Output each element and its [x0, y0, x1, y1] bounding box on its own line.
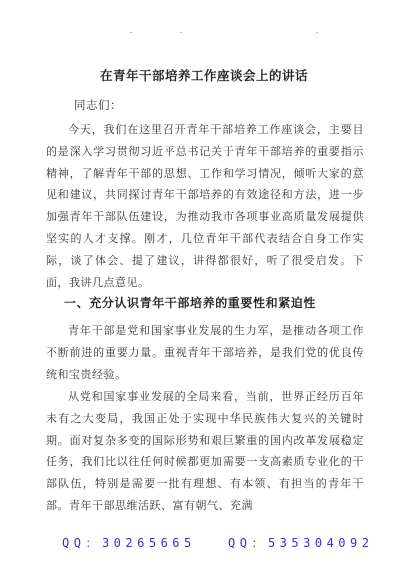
- document-title: 在青年干部培养工作座谈会上的讲话: [99, 68, 308, 83]
- header-mark: ,: [316, 27, 319, 35]
- header-mark: .: [130, 27, 133, 35]
- header-mark: .: [180, 27, 183, 35]
- qq-contact-right: QQ：535304092: [228, 536, 374, 550]
- section-heading: 一、充分认识青年干部培养的重要性和紧迫性: [64, 296, 317, 310]
- footer-contact: [0, 530, 408, 556]
- paragraph-body: 青年干部是党和国家事业发展的生力军，是推动各项工作不断前进的重要力量。重视青年干部培养，是我们党的优良传统和宝贵经验。: [46, 324, 364, 381]
- greeting: 同志们：: [74, 98, 122, 112]
- header-marks: [0, 26, 408, 36]
- paragraph-body: 从党和国家事业发展的全局来看，当前，世界正经历百年未有之大变局，我国正处于实现中华民族伟大复兴的关键时期。面对复杂多变的国际形势和艰巨繁重的国内改革发展稳定任务，我们比以往任何时候都更加需要一支高素质专业化的干部队伍，特别是需要一批有理想、有本领、有担当的青年干部。青年干部思维活跃、富有朝气、充满: [46, 390, 364, 512]
- qq-contact-left: QQ：30265665: [62, 536, 196, 550]
- paragraph-intro: 今天，我们在这里召开青年干部培养工作座谈会，主要目的是深入学习贯彻习近平总书记关于青年干部培养的重要指示精神，了解青年干部的思想、工作和学习情况，倾听大家的意见和建议，共同探讨青年干部培养的有效途径和方法，进一步加强青年干部队伍建设，为推动我市各项事业高质量发展提供坚实的人才支撑。刚才，几位青年干部代表结合自身工作实际，谈了体会、提了建议，讲得都很好，听了很受启发。下面，我讲几点意见。: [46, 123, 364, 289]
